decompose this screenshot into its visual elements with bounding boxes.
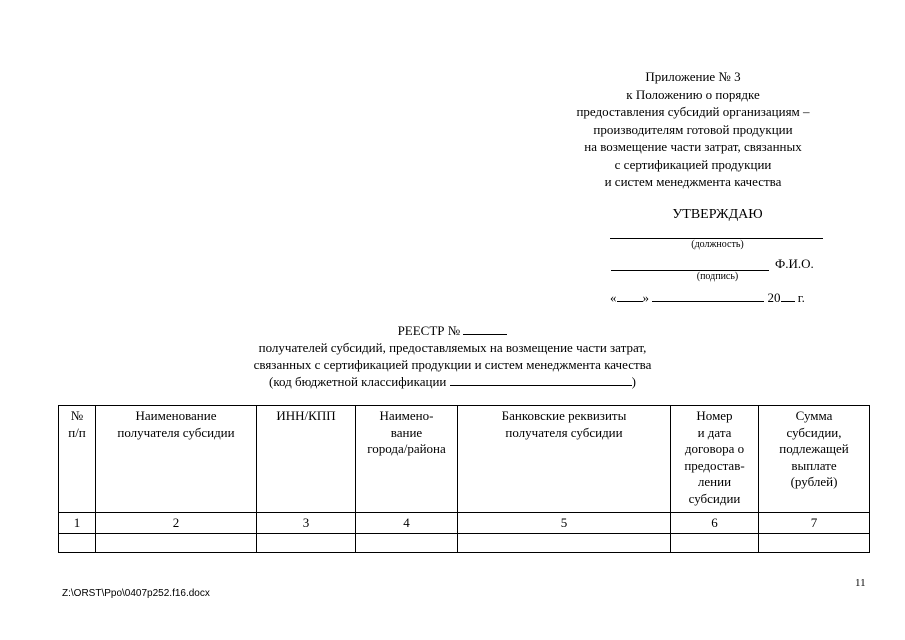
appendix-line: предоставления субсидий организациям – bbox=[576, 104, 810, 119]
registry-line-1: получателей субсидий, предоставляемых на возмещение части затрат, bbox=[258, 340, 647, 355]
appendix-line: с сертификацией продукции bbox=[614, 156, 772, 172]
budget-code-label: (код бюджетной классификации bbox=[269, 374, 447, 389]
approval-block bbox=[600, 206, 835, 283]
column-number-cell: 2 bbox=[96, 513, 257, 534]
signature-line bbox=[611, 258, 769, 271]
column-number-cell: 5 bbox=[458, 513, 671, 534]
appendix-line: на возмещение части затрат, связанных bbox=[584, 139, 802, 154]
appendix-line: Приложение № 3 bbox=[645, 69, 741, 84]
page-number: 11 bbox=[855, 577, 866, 589]
registry-table bbox=[58, 405, 870, 553]
column-header-bank-details: Банковские реквизиты получателя субсидии bbox=[458, 406, 671, 513]
budget-code-close: ) bbox=[631, 374, 636, 389]
registry-line-2: связанных с сертификацией продукции и систем менеджмента качества bbox=[253, 357, 652, 372]
registry-title-row bbox=[200, 322, 705, 339]
empty-cell bbox=[59, 534, 96, 553]
column-header-recipient-name: Наименование получателя субсидии bbox=[96, 406, 257, 513]
position-line bbox=[610, 224, 823, 239]
empty-cell bbox=[356, 534, 458, 553]
column-number-cell: 7 bbox=[759, 513, 870, 534]
file-path: Z:\ORST\Ppo\0407p252.f16.docx bbox=[62, 588, 210, 599]
column-number-cell: 6 bbox=[671, 513, 759, 534]
position-caption: (должность) bbox=[691, 239, 744, 250]
appendix-line: производителям готовой продукции bbox=[593, 121, 793, 137]
date-quote-open: « bbox=[610, 290, 617, 305]
registry-heading bbox=[200, 322, 705, 390]
column-number-cell: 1 bbox=[59, 513, 96, 534]
column-header-inn-kpp: ИНН/КПП bbox=[257, 406, 356, 513]
empty-data-row bbox=[59, 534, 870, 553]
approval-title: УТВЕРЖДАЮ bbox=[672, 207, 763, 222]
signature-row bbox=[600, 255, 835, 271]
empty-cell bbox=[759, 534, 870, 553]
column-header-number: № п/п bbox=[59, 406, 96, 513]
column-header-subsidy-amount: Сумма субсидии, подлежащей выплате (рублей) bbox=[759, 406, 870, 513]
month-blank bbox=[652, 291, 764, 302]
budget-code-blank bbox=[450, 375, 632, 386]
date-quote-close: » bbox=[642, 290, 649, 305]
registry-title: РЕЕСТР № bbox=[397, 323, 461, 338]
appendix-line: к Положению о порядке bbox=[626, 86, 760, 102]
year-prefix: 20 bbox=[767, 290, 781, 305]
column-header-city-district: Наимено- вание города/района bbox=[356, 406, 458, 513]
approval-date bbox=[610, 290, 805, 306]
column-number-cell: 3 bbox=[257, 513, 356, 534]
table-header-row bbox=[59, 406, 870, 513]
year-blank bbox=[781, 291, 795, 302]
year-suffix: г. bbox=[797, 290, 805, 305]
column-number-cell: 4 bbox=[356, 513, 458, 534]
column-header-contract: Номер и дата договора о предостав- лении субсидии bbox=[671, 406, 759, 513]
empty-cell bbox=[671, 534, 759, 553]
column-number-row bbox=[59, 513, 870, 534]
appendix-line: и систем менеджмента качества bbox=[604, 174, 782, 189]
appendix-header bbox=[548, 68, 838, 191]
empty-cell bbox=[458, 534, 671, 553]
signature-caption: (подпись) bbox=[696, 271, 739, 282]
day-blank bbox=[617, 291, 643, 302]
empty-cell bbox=[257, 534, 356, 553]
empty-cell bbox=[96, 534, 257, 553]
fio-label: Ф.И.О. bbox=[775, 256, 814, 271]
registry-number-blank bbox=[463, 324, 507, 335]
registry-line-3 bbox=[200, 373, 705, 390]
